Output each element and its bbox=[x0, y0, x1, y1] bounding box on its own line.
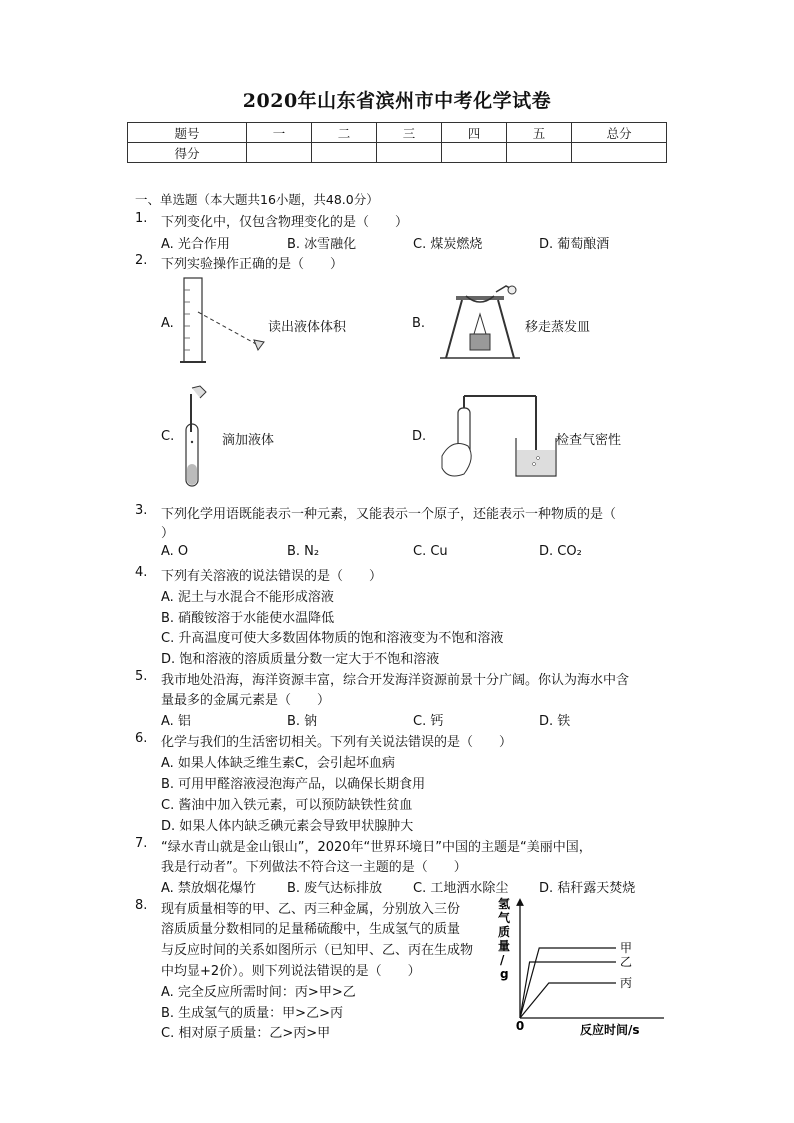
evaporating-dish-illustration bbox=[436, 284, 522, 364]
question-text-continued: 中均显+2价）。则下列说法错误的是（ ） bbox=[161, 964, 421, 979]
score-header-cell: 四 bbox=[442, 123, 507, 143]
series-line-乙 bbox=[520, 962, 616, 1018]
option-label: 检查气密性 bbox=[556, 433, 622, 448]
origin-label: 0 bbox=[515, 1019, 525, 1033]
option-b: B. 硝酸铵溶于水能使水温降低 bbox=[161, 611, 335, 626]
question-number: 5. bbox=[135, 669, 148, 684]
option-c: C. 工地洒水除尘 bbox=[413, 881, 509, 896]
graduated-cylinder-illustration bbox=[178, 274, 268, 370]
y-axis-label-char: 质 bbox=[498, 925, 511, 939]
option-c: C. Cu bbox=[413, 544, 448, 559]
series-label-甲: 甲 bbox=[620, 941, 633, 955]
option-label: 移走蒸发皿 bbox=[525, 320, 591, 335]
option-a: A. 如果人体缺乏维生素C，会引起坏血病 bbox=[161, 756, 396, 771]
score-header-cell: 五 bbox=[507, 123, 572, 143]
question-text: 化学与我们的生活密切相关。下列有关说法错误的是（ ） bbox=[161, 735, 513, 750]
question-text-continued: 溶质质量分数相同的足量稀硫酸中，生成氢气的质量 bbox=[161, 922, 461, 937]
series-label-丙: 丙 bbox=[620, 976, 633, 990]
option-b: B. 冰雪融化 bbox=[287, 237, 357, 252]
option-label: 读出液体体积 bbox=[268, 320, 347, 335]
score-header-cell: 题号 bbox=[128, 123, 247, 143]
option-d: D. 饱和溶液的溶质质量分数一定大于不饱和溶液 bbox=[161, 652, 440, 667]
question-text: “绿水青山就是金山银山”，2020年“世界环境日”中国的主题是“美丽中国， bbox=[161, 840, 592, 855]
y-axis-label-char: 量 bbox=[498, 939, 511, 953]
option-a: A. O bbox=[161, 544, 189, 559]
question-text-continued: 我是行动者”。下列做法不符合这一主题的是（ ） bbox=[161, 860, 467, 875]
option-b: B. 废气达标排放 bbox=[287, 881, 383, 896]
option-d: D. 铁 bbox=[539, 714, 571, 729]
option-c: C. 相对原子质量：乙>丙>甲 bbox=[161, 1026, 331, 1041]
question-number: 1. bbox=[135, 211, 148, 226]
option-d: D. 秸秆露天焚烧 bbox=[539, 881, 636, 896]
option-a: A. 禁放烟花爆竹 bbox=[161, 881, 256, 896]
option-letter: D. bbox=[412, 429, 427, 444]
section-heading: 一、单选题（本大题共16小题，共48.0分） bbox=[135, 192, 379, 207]
option-d: D. 如果人体内缺乏碘元素会导致甲状腺肿大 bbox=[161, 819, 414, 834]
option-b: B. 钠 bbox=[287, 714, 318, 729]
question-text: 我市地处沿海，海洋资源丰富，综合开发海洋资源前景十分广阔。你认为海水中含 bbox=[161, 673, 630, 688]
x-axis-label: 反应时间/s bbox=[580, 1023, 640, 1036]
question-number: 8. bbox=[135, 898, 148, 913]
option-a: A. 泥土与水混合不能形成溶液 bbox=[161, 590, 334, 605]
option-a: A. 完全反应所需时间：丙>甲>乙 bbox=[161, 985, 356, 1000]
question-number: 3. bbox=[135, 503, 148, 518]
question-text: 下列有关溶液的说法错误的是（ ） bbox=[161, 569, 383, 584]
option-d: D. 葡萄酿酒 bbox=[539, 237, 610, 252]
hydrogen-mass-chart bbox=[494, 896, 674, 1036]
question-text: 下列实验操作正确的是（ ） bbox=[161, 257, 344, 272]
question-text: 下列化学用语既能表示一种元素，又能表示一个原子，还能表示一种物质的是（ bbox=[161, 507, 617, 522]
option-c: C. 煤炭燃烧 bbox=[413, 237, 483, 252]
score-header-cell: 三 bbox=[377, 123, 442, 143]
option-b: B. N₂ bbox=[287, 544, 320, 559]
question-text-continued: 与反应时间的关系如图所示（已知甲、乙、丙在生成物 bbox=[161, 943, 474, 958]
score-cell bbox=[247, 143, 312, 163]
airtightness-check-illustration bbox=[434, 388, 562, 484]
score-cell bbox=[312, 143, 377, 163]
question-number: 2. bbox=[135, 253, 148, 268]
option-b: B. 生成氢气的质量：甲>乙>丙 bbox=[161, 1006, 343, 1021]
option-c: C. 酱油中加入铁元素，可以预防缺铁性贫血 bbox=[161, 798, 413, 813]
question-number: 7. bbox=[135, 836, 148, 851]
option-a: A. 光合作用 bbox=[161, 237, 230, 252]
score-header-cell: 二 bbox=[312, 123, 377, 143]
question-text-continued: ） bbox=[161, 526, 175, 541]
series-label-乙: 乙 bbox=[620, 955, 633, 969]
option-a: A. 铝 bbox=[161, 714, 191, 729]
option-letter: B. bbox=[412, 316, 426, 331]
option-letter: C. bbox=[161, 429, 175, 444]
question-number: 6. bbox=[135, 731, 148, 746]
score-cell bbox=[442, 143, 507, 163]
y-axis-label-char: / bbox=[500, 953, 505, 967]
option-label: 滴加液体 bbox=[222, 433, 275, 448]
y-axis-label-char: 氢 bbox=[498, 897, 511, 911]
score-header-cell: 总分 bbox=[572, 123, 667, 143]
option-letter: A. bbox=[161, 316, 174, 331]
score-header-cell: 一 bbox=[247, 123, 312, 143]
score-row-label: 得分 bbox=[128, 143, 247, 163]
option-c: C. 升高温度可使大多数固体物质的饱和溶液变为不饱和溶液 bbox=[161, 631, 504, 646]
score-cell bbox=[572, 143, 667, 163]
question-text: 下列变化中，仅包含物理变化的是（ ） bbox=[161, 215, 409, 230]
y-axis-label-char: g bbox=[500, 967, 509, 981]
score-cell bbox=[507, 143, 572, 163]
page-title: 2020年山东省滨州市中考化学试卷 bbox=[242, 90, 552, 112]
score-cell bbox=[377, 143, 442, 163]
option-d: D. CO₂ bbox=[539, 544, 582, 559]
option-b: B. 可用甲醛溶液浸泡海产品，以确保长期食用 bbox=[161, 777, 426, 792]
score-table bbox=[127, 122, 667, 163]
question-number: 4. bbox=[135, 565, 148, 580]
y-axis-label bbox=[498, 896, 511, 981]
series-line-丙 bbox=[520, 983, 616, 1018]
test-tube-dropper-illustration bbox=[176, 384, 220, 492]
option-c: C. 钙 bbox=[413, 714, 444, 729]
y-axis-label-char: 气 bbox=[498, 911, 511, 925]
question-text-continued: 量最多的金属元素是（ ） bbox=[161, 693, 331, 708]
question-text: 现有质量相等的甲、乙、丙三种金属，分别放入三份 bbox=[161, 902, 461, 917]
